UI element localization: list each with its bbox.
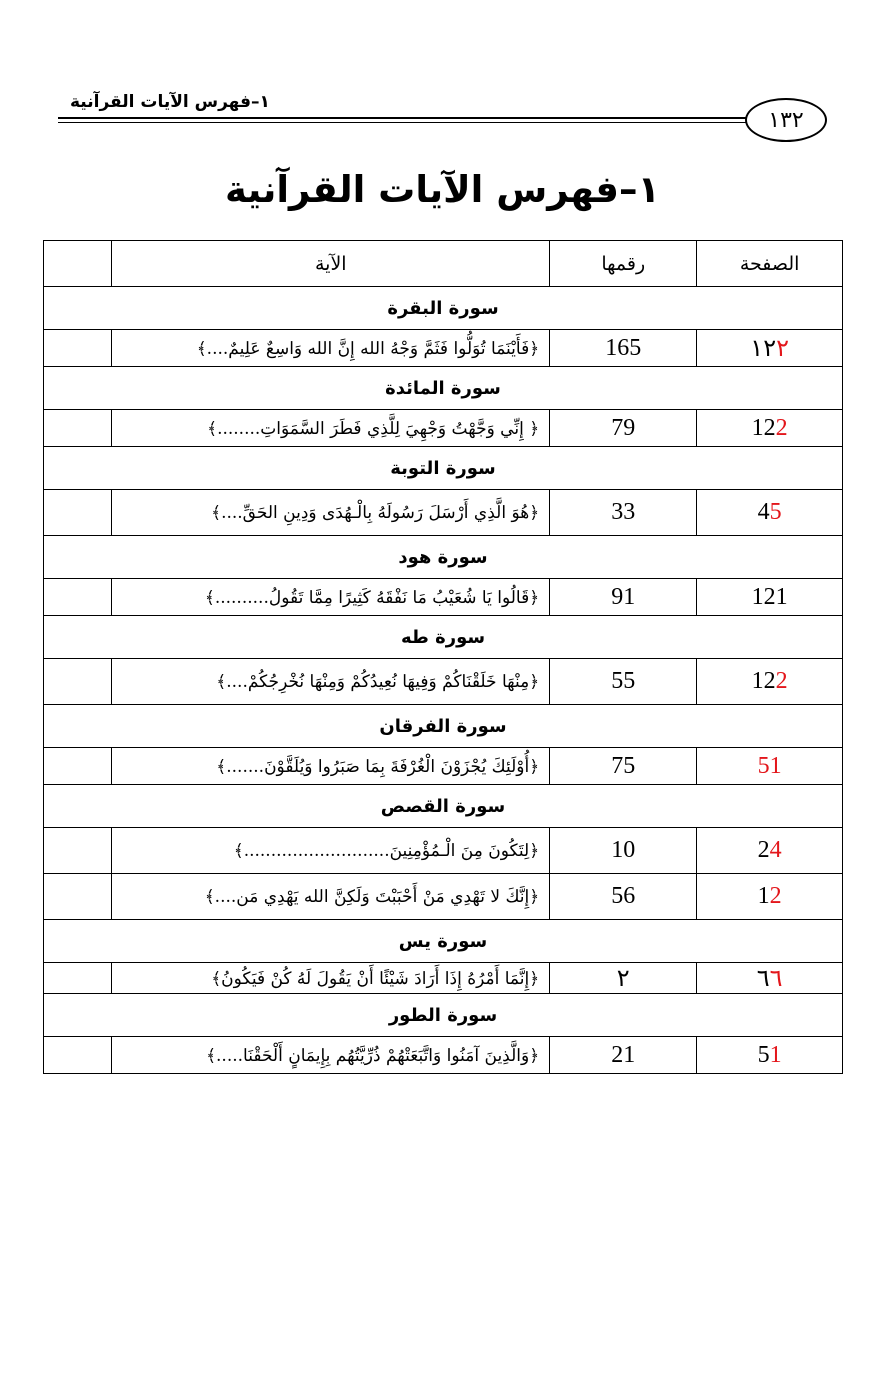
verse-row bbox=[44, 410, 843, 447]
verse-text: ﴿إِنَّكَ لا تَهْدِي مَنْ أَحْبَبْتَ وَلَكِنَّ الله يَهْدِي مَن....﴾ bbox=[112, 874, 550, 920]
verse-row bbox=[44, 748, 843, 785]
surah-name: سورة القصص bbox=[44, 785, 843, 828]
verse-text: ﴿لِتَكُونَ مِنَ الْـمُؤْمِنِينَ...........................﴾ bbox=[112, 828, 550, 874]
page-number-red: 51 bbox=[757, 752, 782, 779]
page-number-red: ٦ bbox=[769, 965, 783, 992]
verse-number: ٢ bbox=[550, 963, 697, 994]
verse-number: 56 bbox=[550, 874, 697, 920]
page-number-red: 1 bbox=[769, 1041, 782, 1068]
verse-text: ﴿وَالَّذِينَ آمَنُوا وَاتَّبَعَتْهُمْ ذُرِّيَّتُهُم بِإِيمَانٍ أَلْحَقْنَا.....﴾ bbox=[112, 1037, 550, 1074]
page-number-black: 12 bbox=[751, 414, 776, 441]
page-number-black: 121 bbox=[751, 583, 788, 610]
page-number-black: 2 bbox=[757, 837, 770, 863]
verse-text: ﴿أُوْلَئِكَ يُجْزَوْنَ الْغُرْفَةَ بِمَا صَبَرُوا وَيُلَقَّوْنَ.......﴾ bbox=[112, 748, 550, 785]
verse-text: ﴿مِنْهَا خَلَقْنَاكُمْ وَفِيهَا نُعِيدُكُمْ وَمِنْهَا نُخْرِجُكُمْ....﴾ bbox=[112, 659, 550, 705]
blank-cell bbox=[44, 963, 112, 994]
blank-cell bbox=[44, 748, 112, 785]
running-header-title: ١–فهرس الآيات القرآنية bbox=[70, 92, 270, 112]
surah-name: سورة المائدة bbox=[44, 367, 843, 410]
page-cell bbox=[697, 579, 843, 616]
page-number-black: 12 bbox=[751, 668, 776, 694]
verse-row bbox=[44, 579, 843, 616]
blank-cell bbox=[44, 1037, 112, 1074]
page-number-red: 2 bbox=[769, 883, 782, 909]
verse-number: 55 bbox=[550, 659, 697, 705]
surah-name: سورة التوبة bbox=[44, 447, 843, 490]
verse-number: 165 bbox=[550, 330, 697, 367]
surah-heading-row bbox=[44, 287, 843, 330]
blank-cell bbox=[44, 330, 112, 367]
blank-cell bbox=[44, 659, 112, 705]
header-rule-thin bbox=[58, 122, 758, 123]
surah-name: سورة يس bbox=[44, 920, 843, 963]
page-number-black: ٦ bbox=[756, 965, 770, 992]
verse-number: 10 bbox=[550, 828, 697, 874]
verse-number: 75 bbox=[550, 748, 697, 785]
surah-heading-row bbox=[44, 920, 843, 963]
blank-cell bbox=[44, 874, 112, 920]
surah-name: سورة هود bbox=[44, 536, 843, 579]
verse-text: ﴿هُوَ الَّذِي أَرْسَلَ رَسُولَهُ بِالْـهُدَى وَدِينِ الحَقِّ....﴾ bbox=[112, 490, 550, 536]
page-number-black: 1 bbox=[757, 883, 770, 909]
header-rule bbox=[58, 117, 758, 119]
page-cell bbox=[697, 659, 843, 705]
verse-row bbox=[44, 659, 843, 705]
surah-heading-row bbox=[44, 367, 843, 410]
page-cell bbox=[697, 410, 843, 447]
page-number-badge bbox=[745, 98, 827, 142]
verse-row bbox=[44, 1037, 843, 1074]
page-title: ١–فهرس الآيات القرآنية bbox=[224, 168, 661, 211]
page-number-red: 4 bbox=[769, 837, 782, 863]
page-cell bbox=[697, 874, 843, 920]
page-number: ١٣٢ bbox=[768, 107, 804, 133]
page-cell bbox=[697, 748, 843, 785]
verse-row bbox=[44, 874, 843, 920]
verse-text: ﴿فَأَيْنَمَا تُوَلُّوا فَثَمَّ وَجْهُ الله إِنَّ الله وَاسِعٌ عَلِيمٌ....﴾ bbox=[112, 330, 550, 367]
page-number-red: ٢ bbox=[776, 335, 789, 362]
verse-number: 79 bbox=[550, 410, 697, 447]
surah-name: سورة طه bbox=[44, 616, 843, 659]
page-cell bbox=[697, 828, 843, 874]
page-cell bbox=[697, 330, 843, 367]
page-cell bbox=[697, 490, 843, 536]
page-cell bbox=[697, 963, 843, 994]
verse-index-table bbox=[43, 240, 843, 1074]
column-header-number: رقمها bbox=[550, 241, 697, 287]
blank-cell bbox=[44, 410, 112, 447]
column-header-blank bbox=[44, 241, 112, 287]
table-header-row bbox=[44, 241, 843, 287]
verse-row bbox=[44, 330, 843, 367]
surah-heading-row bbox=[44, 785, 843, 828]
blank-cell bbox=[44, 579, 112, 616]
surah-name: سورة الفرقان bbox=[44, 705, 843, 748]
column-header-page: الصفحة bbox=[697, 241, 843, 287]
verse-row bbox=[44, 963, 843, 994]
blank-cell bbox=[44, 490, 112, 536]
surah-name: سورة البقرة bbox=[44, 287, 843, 330]
verse-row bbox=[44, 828, 843, 874]
verse-number: 33 bbox=[550, 490, 697, 536]
page-number-black: 4 bbox=[757, 499, 770, 525]
page-number-red: 2 bbox=[775, 414, 788, 441]
verse-number: 21 bbox=[550, 1037, 697, 1074]
column-header-verse: الآية bbox=[112, 241, 550, 287]
blank-cell bbox=[44, 828, 112, 874]
page-number-red: 5 bbox=[769, 499, 782, 525]
verse-text: ﴿إِنَّمَا أَمْرُهُ إِذَا أَرَادَ شَيْئًا أَنْ يَقُولَ لَهُ كُنْ فَيَكُونُ﴾ bbox=[112, 963, 550, 994]
page-number-black: ١٢ bbox=[750, 335, 777, 362]
verse-row bbox=[44, 490, 843, 536]
page-number-black: 5 bbox=[757, 1041, 770, 1068]
surah-heading-row bbox=[44, 616, 843, 659]
page-number-red: 2 bbox=[775, 668, 788, 694]
surah-name: سورة الطور bbox=[44, 994, 843, 1037]
verse-text: ﴿ إِنِّي وَجَّهْتُ وَجْهِيَ لِلَّذِي فَطَرَ السَّمَوَاتِ........﴾ bbox=[112, 410, 550, 447]
surah-heading-row bbox=[44, 536, 843, 579]
surah-heading-row bbox=[44, 994, 843, 1037]
surah-heading-row bbox=[44, 705, 843, 748]
verse-number: 91 bbox=[550, 579, 697, 616]
verse-text: ﴿قَالُوا يَا شُعَيْبُ مَا نَفْقَهُ كَثِيرًا مِمَّا تَقُولُ..........﴾ bbox=[112, 579, 550, 616]
surah-heading-row bbox=[44, 447, 843, 490]
page-cell bbox=[697, 1037, 843, 1074]
